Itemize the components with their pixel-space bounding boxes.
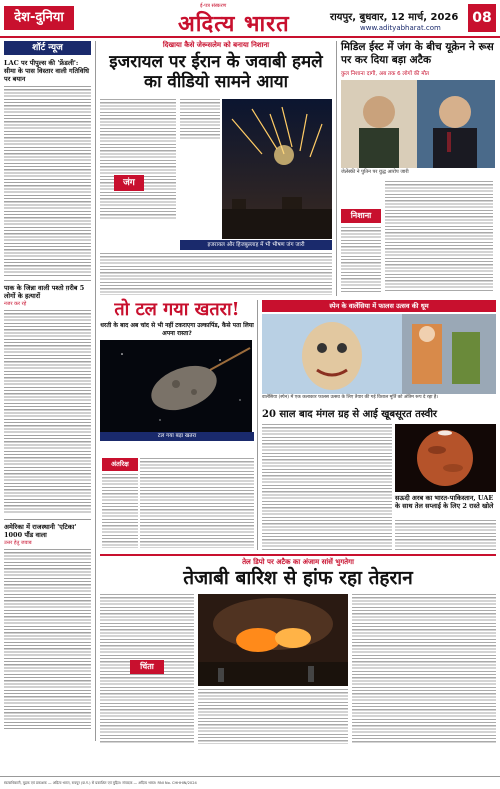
right-caption: जेलेंस्की ने पुतिन पर युद्ध आरोप जारी	[341, 169, 409, 175]
main-tag: जंग	[114, 175, 144, 191]
main-body-left	[100, 99, 176, 219]
asteroid-body-2	[102, 474, 138, 548]
leaders-photo	[341, 80, 495, 168]
bottom-body-mid	[198, 689, 348, 744]
website: www.adityabharat.com	[360, 24, 441, 32]
falles-caption: वालेंसिया (स्पेन) में एक कलाकार फालस उत्सव के लिए तैयार की गई विशाल मूर्ति को अंतिम रूप दे रहा है।	[262, 395, 439, 400]
mars-headline: 20 साल बाद मंगल ग्रह से आई खूबसूरत तस्वीर	[262, 409, 438, 420]
short-news-2-sub: नजर कर रहे	[4, 301, 27, 307]
left-column	[4, 41, 96, 741]
masthead-logo: अदित्य भारत	[178, 11, 290, 37]
section-label: देश-दुनिया	[4, 6, 74, 30]
main-body-mid	[180, 99, 220, 139]
main-body-bottom	[100, 253, 332, 295]
short-news-2-body	[4, 310, 91, 515]
right-body	[385, 181, 493, 293]
bottom-headline: तेजाबी बारिश से हांफ रहा तेहरान	[183, 567, 413, 589]
masthead-tagline: ई-पत्र संस्करण	[200, 3, 227, 9]
short-news-3-sub: उत्तर हेतु जवाब	[4, 540, 32, 546]
main-headline: इजरायल पर ईरान के जवाबी हमले का वीडियो सामने आया	[109, 52, 323, 92]
saudi-headline: सऊदी अरब का भारत-पाकिस्तान, UAE के साथ तेल सप्लाई के लिए 2 रास्ते खोले	[395, 494, 494, 510]
mars-body	[262, 424, 392, 550]
main-kicker: दिखाया कैसे जेरूसलेम को बनाया निशाना	[162, 41, 270, 49]
mars-photo	[395, 424, 496, 492]
main-story	[100, 41, 332, 296]
bottom-kicker: तेल डिपो पर अटैक का अंजाम सांसें भुगतेगा	[242, 558, 354, 566]
page-header	[0, 0, 500, 38]
tehran-photo	[198, 594, 348, 686]
bottom-tag: चिंता	[130, 660, 164, 674]
missile-photo	[222, 99, 332, 239]
short-news-title: शॉर्ट न्यूज	[4, 41, 91, 55]
spain-banner: स्पेन के वालेंसिया में फालस उत्सव की धूम	[262, 300, 496, 312]
bottom-body-right	[352, 594, 496, 744]
right-body-2	[341, 227, 381, 293]
city-date: रायपुर, बुधवार, 12 मार्च, 2026	[330, 12, 459, 23]
short-news-3-body	[4, 549, 91, 729]
asteroid-story	[100, 300, 258, 550]
short-news-2-title: पाक के जिन्ना वाली पश्तो ग़रीब 5 लोगों के हत्यारों	[4, 284, 85, 300]
asteroid-caption: टल गया बड़ा खतरा	[100, 432, 254, 441]
short-news-1-title: LAC पर पीपुल्स की 'फ्रेंडली': सीमा के पास विस्तार वाली गतिविधि पर बयान	[4, 59, 90, 83]
right-sub: कुल निशाना दागी, अब तक 6 लोगों की मौत	[341, 71, 430, 77]
falles-photo	[262, 314, 496, 394]
right-headline: मिडिल ईस्ट में जंग के बीच यूक्रेन ने रूस पर कर दिया बड़ा अटैक	[341, 41, 494, 66]
asteroid-headline: तो टल गया खतरा!	[114, 299, 240, 320]
saudi-body	[395, 520, 496, 550]
short-news-3-title: अमेरिका में राजस्थानी 'एटिका' 1000 पौंड वाला	[4, 523, 77, 539]
asteroid-body	[140, 458, 254, 548]
main-caption: इजरायल और हिजबुल्लाह में भी भीषण जंग जारी	[180, 240, 332, 250]
short-news-1-body	[4, 86, 91, 276]
divider	[4, 280, 91, 281]
page-footer: स्वत्वाधिकारी, मुद्रक एवं प्रकाशक — अदित्य भारत, रायपुर (छ.ग.) से प्रकाशित एवं मुद्रित। संपादक — अदित्य भारत। RNI No. CHHHIN/2024	[0, 776, 500, 789]
asteroid-photo	[100, 340, 252, 432]
asteroid-tag: अंतरिक्ष	[102, 458, 138, 471]
right-tag: निशाना	[341, 209, 381, 223]
page-number: 08	[468, 4, 496, 32]
right-story	[336, 41, 496, 296]
asteroid-sub: धरती के बाद अब चांद से भी नहीं टकराएगा उल्कापिंड, कैसे पता लिया अपना रास्ता?	[100, 322, 254, 337]
divider	[4, 519, 91, 520]
bottom-story	[100, 554, 496, 744]
